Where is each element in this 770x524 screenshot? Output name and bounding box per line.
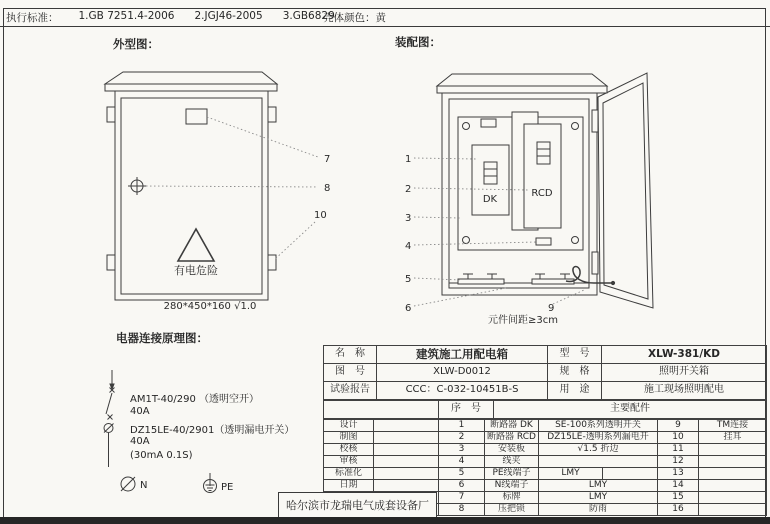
n-symbol-icon: [121, 477, 135, 491]
callout-9: 9: [548, 303, 555, 314]
table-row: [324, 432, 767, 444]
danger-label: 有电危险: [174, 264, 218, 277]
schematic-title: 电器连接原理图：: [116, 331, 208, 345]
cell-value: 施工现场照明配电: [602, 382, 767, 400]
cell-role: 日期: [324, 480, 374, 492]
spacing-note: 元件间距≥3cm: [488, 315, 558, 326]
cell-blank: [374, 468, 439, 480]
schematic-text: AM1T-40/290 （透明空开）: [130, 394, 259, 405]
open-door: [598, 73, 653, 308]
table-row: [324, 456, 767, 468]
cell-note: 挂耳: [699, 432, 767, 444]
cell-value: 建筑施工用配电箱: [377, 346, 548, 364]
cell-value: 照明开关箱: [602, 364, 767, 382]
cell-label: 名 称: [324, 346, 377, 364]
pe-label: PE: [221, 482, 234, 493]
info-table: [323, 345, 767, 400]
cell-value: CCC：C-032-10451B-S: [377, 382, 548, 400]
cell-label: 图 号: [324, 364, 377, 382]
standard-item: 2.JGJ46-2005: [194, 10, 263, 22]
cell-note: TM连接: [699, 420, 767, 432]
cell-no: 4: [439, 456, 485, 468]
cell-part: 线夹: [485, 456, 539, 468]
cell-blank: [374, 432, 439, 444]
cell-no2: 13: [658, 468, 699, 480]
parts-header-row: [323, 400, 767, 419]
cell-no: 1: [439, 420, 485, 432]
cabinet-roof-edge: [105, 84, 277, 91]
cell-role: 校核: [324, 444, 374, 456]
standard-item: 3.GB6829: [282, 10, 335, 22]
schematic-text: 40A: [130, 406, 150, 417]
table-row: [324, 382, 767, 400]
cell-no: 7: [439, 492, 485, 504]
header-divider: [0, 26, 770, 27]
standards-bar: [6, 10, 335, 25]
table-row: [324, 420, 767, 432]
cell-blank: [324, 401, 439, 419]
table-row: [324, 364, 767, 382]
schematic-text: 40A: [130, 436, 150, 447]
dk-label: DK: [482, 194, 498, 205]
table-row: [324, 480, 767, 492]
cell-part: 标牌: [485, 492, 539, 504]
outline-drawing: [88, 62, 338, 317]
cell-spec: LMY: [539, 468, 603, 480]
cell-part: PE线端子: [485, 468, 539, 480]
cell-no: 3: [439, 444, 485, 456]
n-label: N: [140, 480, 148, 491]
wire-end: [611, 281, 614, 284]
table-row: [324, 401, 767, 419]
cell-blank: [374, 456, 439, 468]
breaker-rcd: [524, 124, 561, 228]
cell-value: XLW-D0012: [377, 364, 548, 382]
callout-7: 7: [324, 154, 331, 165]
hinge: [592, 110, 598, 132]
cell-spec: SE-100系列透明开关: [539, 420, 658, 432]
cell-spec: √1.5 折边: [539, 444, 658, 456]
company-name: 哈尔滨市龙瑞电气成套设备厂: [286, 499, 429, 512]
callout-5: 5: [405, 274, 412, 285]
cabinet-roof: [105, 72, 277, 84]
assembly-drawing: [398, 62, 662, 326]
cell-role: 设计: [324, 420, 374, 432]
callout-4: 4: [405, 241, 412, 252]
assembly-title: 装配图：: [395, 35, 441, 49]
shell-color-value: 黄: [375, 12, 386, 24]
cell-note: [699, 492, 767, 504]
cell-no2: 15: [658, 492, 699, 504]
outline-title: 外型图：: [113, 37, 159, 51]
cell-blank: [374, 480, 439, 492]
cell-blank: [374, 444, 439, 456]
cell-part: 安装板: [485, 444, 539, 456]
rcd-label: RCD: [531, 188, 553, 199]
callout-1: 1: [405, 154, 412, 165]
shell-color-label: 壳体颜色：: [323, 12, 376, 24]
cabinet-roof: [437, 74, 607, 86]
cell-value: XLW-381/KD: [602, 346, 767, 364]
cell-no2: 9: [658, 420, 699, 432]
cell-note: [699, 504, 767, 516]
cell-part: N线端子: [485, 480, 539, 492]
standard-item: 1.GB 7251.4-2006: [78, 10, 175, 22]
breaker-blade: [106, 393, 112, 414]
table-row: [324, 468, 767, 480]
cell-no: 2: [439, 432, 485, 444]
schematic-text: (30mA 0.1S): [130, 450, 193, 461]
callout-3: 3: [405, 213, 412, 224]
company-name-box: [278, 492, 437, 518]
cell-role: 制图: [324, 432, 374, 444]
cell-note: [699, 468, 767, 480]
cell-role: 标准化: [324, 468, 374, 480]
cell-label: 规 格: [548, 364, 602, 382]
callout-10: 10: [314, 210, 327, 221]
cell-blank: [374, 420, 439, 432]
cell-part: 断路器 RCD: [485, 432, 539, 444]
cell-spec: [539, 456, 658, 468]
cell-role: 审核: [324, 456, 374, 468]
scan-edge: [0, 517, 770, 524]
cell-note: [699, 456, 767, 468]
cell-note: [699, 444, 767, 456]
table-row: [324, 444, 767, 456]
cell-no: 5: [439, 468, 485, 480]
hinge: [592, 252, 598, 274]
cell-label: 型 号: [548, 346, 602, 364]
cell-spec: LMY: [539, 480, 658, 492]
cell-part: 压把锁: [485, 504, 539, 516]
callout-2: 2: [405, 184, 412, 195]
cell-seq-header: 序 号: [439, 401, 494, 419]
standards-label: 执行标准：: [6, 12, 59, 24]
cell-no: 8: [439, 504, 485, 516]
dimension-label: 280*450*160 √1.0: [163, 301, 257, 312]
cell-part: 断路器 DK: [485, 420, 539, 432]
cell-spec: 防雨: [539, 504, 658, 516]
cell-no: 6: [439, 480, 485, 492]
callout-6: 6: [405, 303, 412, 314]
cell-spec: DZ15LE-透明系列漏电开: [539, 432, 658, 444]
cell-spec: LMY: [539, 492, 658, 504]
table-row: [324, 346, 767, 364]
cell-no2: 16: [658, 504, 699, 516]
cell-no2: 12: [658, 456, 699, 468]
schematic-text: DZ15LE-40/2901（透明漏电开关）: [130, 425, 295, 436]
cell-parts-header: 主要配件: [494, 401, 767, 419]
pe-symbol-icon: [204, 473, 217, 493]
cell-no2: 10: [658, 432, 699, 444]
cell-label: 用 途: [548, 382, 602, 400]
callout-8: 8: [324, 183, 331, 194]
cell-label: 试验报告: [324, 382, 377, 400]
cell-note: [699, 480, 767, 492]
cabinet-roof-edge: [437, 86, 607, 93]
shell-color: [323, 10, 386, 25]
cell-blank: [603, 468, 658, 480]
cell-no2: 11: [658, 444, 699, 456]
cell-no2: 14: [658, 480, 699, 492]
